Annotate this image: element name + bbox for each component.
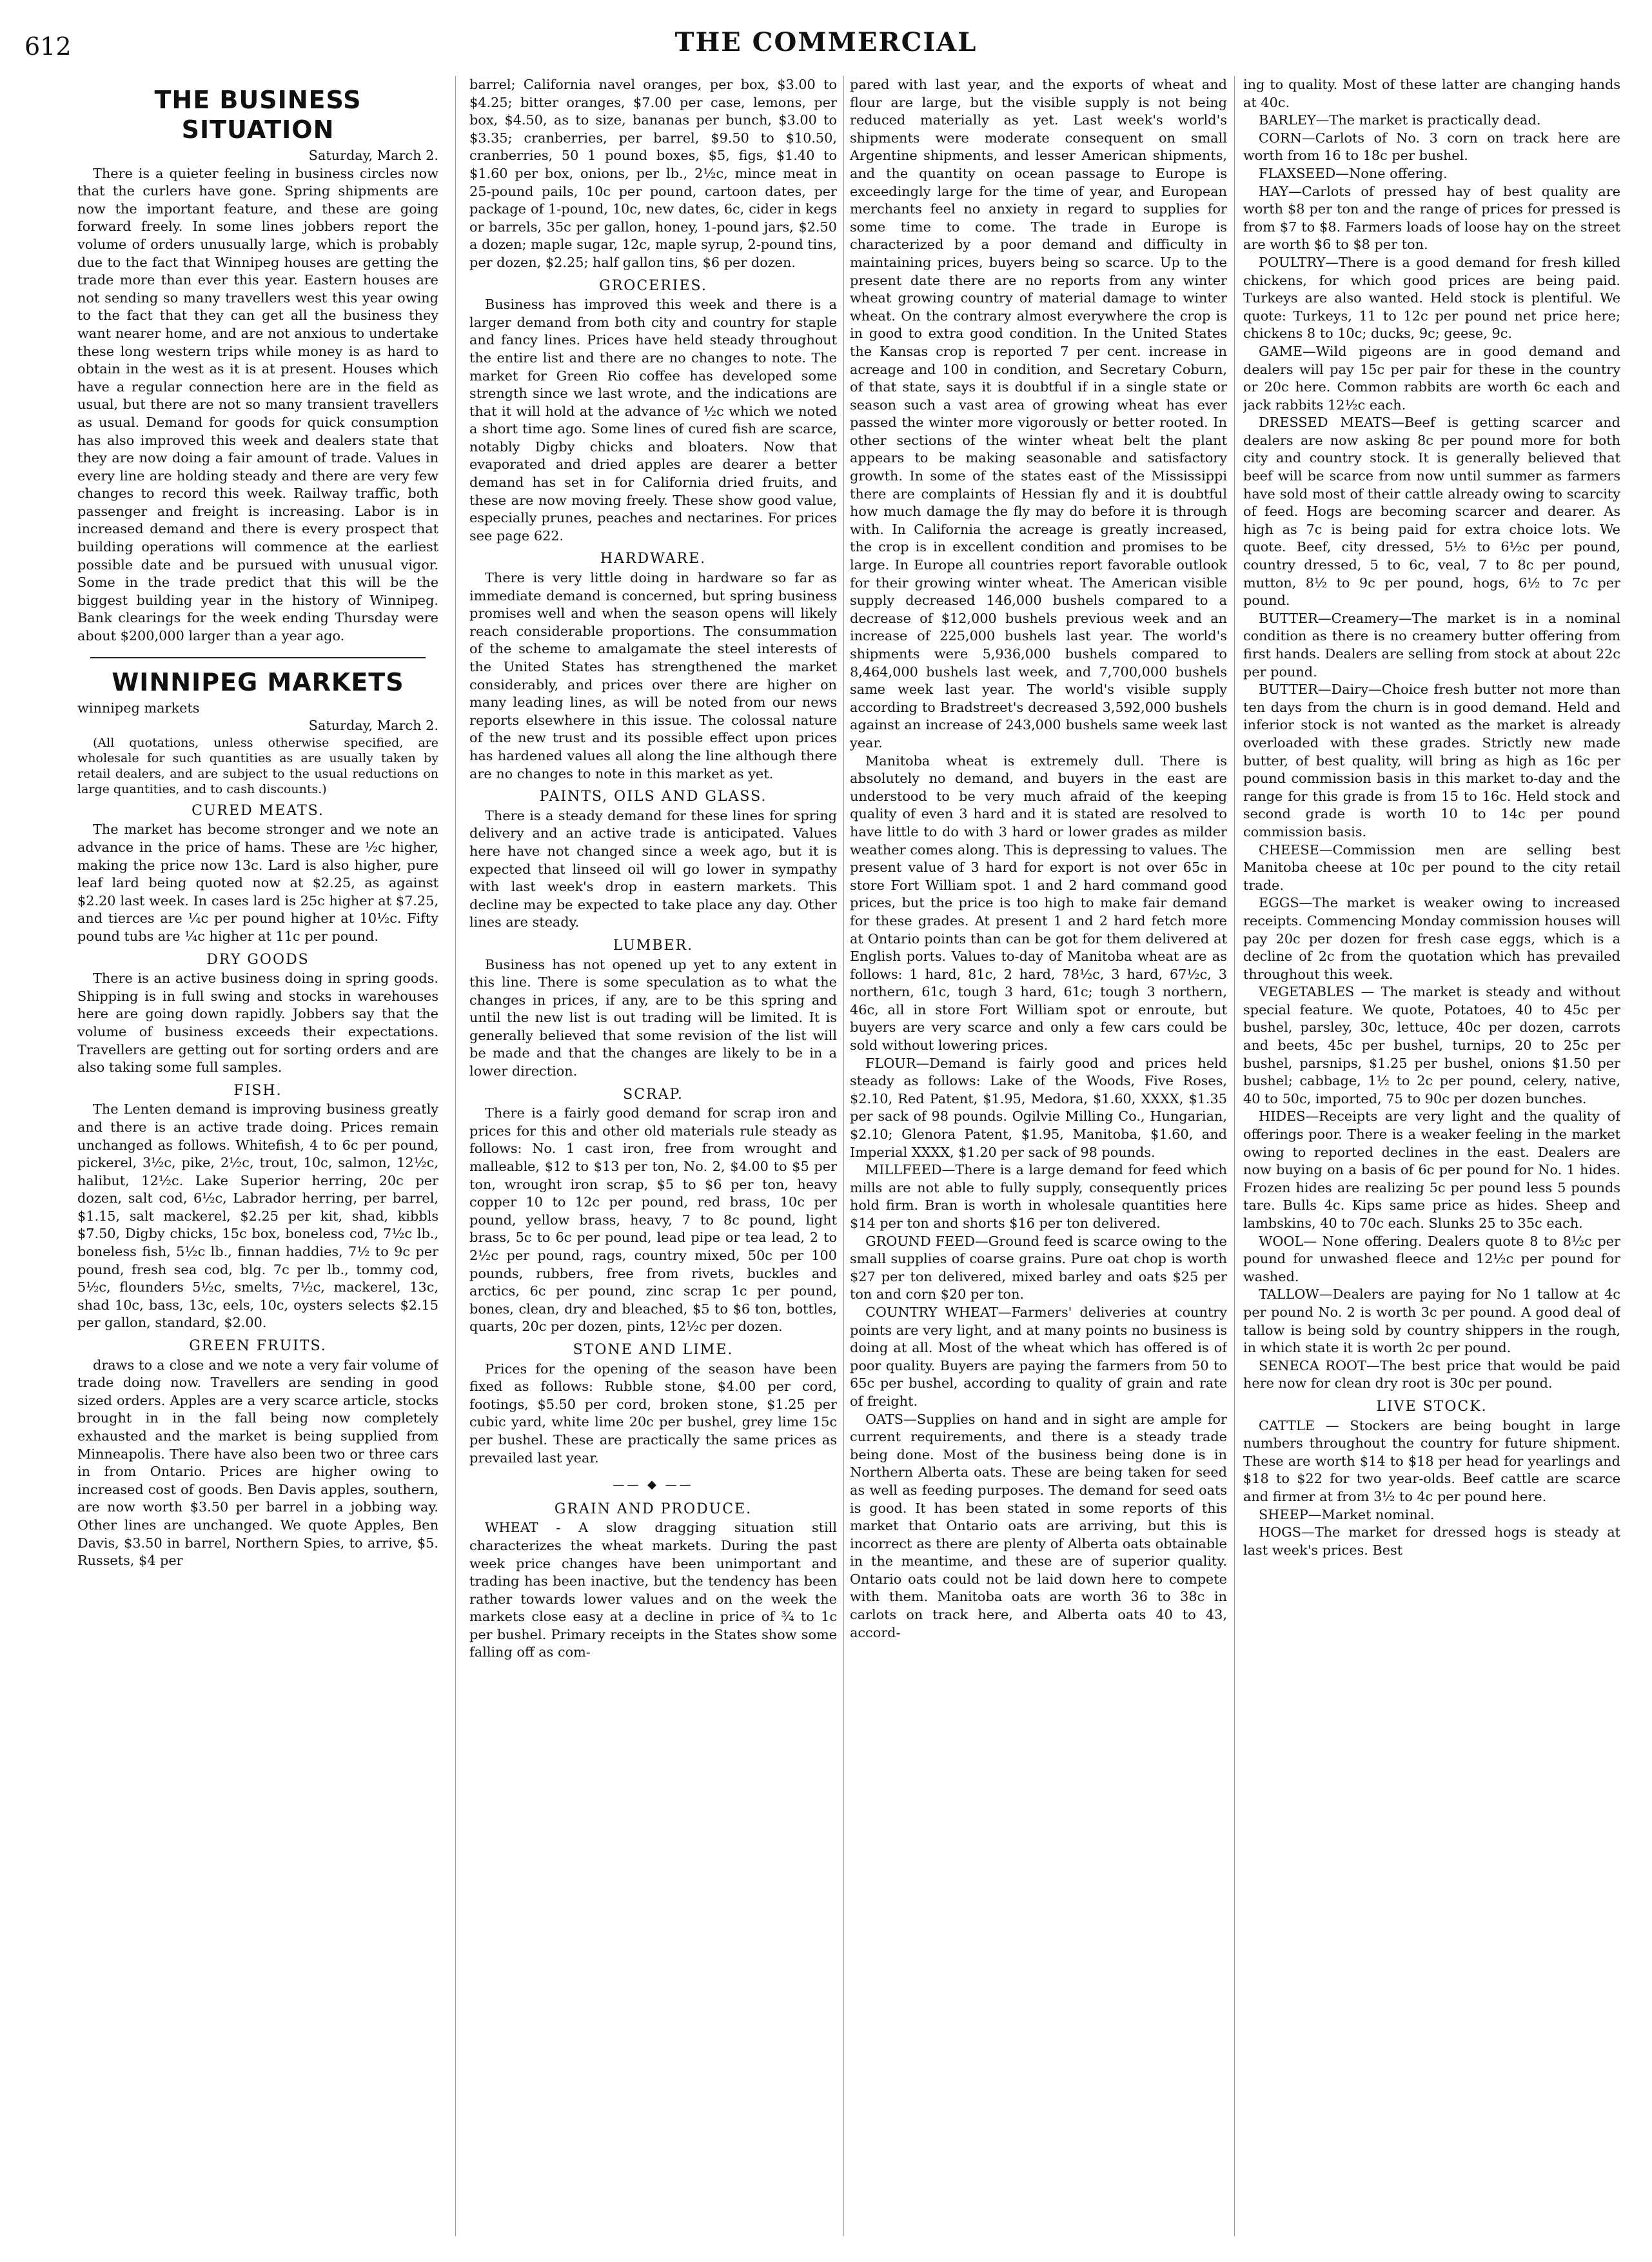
dry-goods-text: There is an active business doing in spring goods. Shipping is in full swing and stocks in warehouses here are going down rapidly. Jobbers say that the volume of business exceeds their expectations. Travellers are getting out for sorting orders and are also taking some full samples. — [77, 970, 438, 1076]
scrap-heading: SCRAP. — [623, 1086, 683, 1103]
lumber-heading: LUMBER. — [613, 937, 694, 954]
business-dateline: Saturday, March 2. — [308, 148, 438, 163]
markets-kicker: winnipeg markets — [77, 700, 200, 716]
hardware-text: There is very little doing in hardware so far as immediate demand is concerned, but spring business promises well and when the season opens will likely reach considerable proportions. The consummation of the scheme to amalgamate the steel interests of the United States has strengthened the market considerably, and prices over there are higher on many leading lines, as will be noted from our news reports elsewhere in this issue. The colossal nature of the new trust and its possible effect upon prices has hardened values all along the line although there are no changes to note in this market as yet. — [469, 570, 837, 782]
page-number: 612 — [25, 32, 72, 61]
column-1 — [77, 76, 438, 2236]
sheep-text: SHEEP—Market nominal. — [1259, 1506, 1435, 1522]
column-rule — [455, 76, 456, 2236]
hay-text: HAY—Carlots of pressed hay of best quality are worth $8 per ton and the range of prices for pressed is from $7 to $8. Farmers loads of loose hay on the street are worth $6 to $8 per ton. — [1243, 183, 1620, 253]
column-2 — [469, 76, 837, 2236]
ground-feed-text: GROUND FEED—Ground feed is scarce owing to the small supplies of coarse grains. Pure oat chop is worth $27 per ton delivered, mixed barley and oats $25 per ton and corn $20 per ton. — [850, 1233, 1227, 1303]
cured-meats-text: The market has become stronger and we note an advance in the price of hams. These are ½c higher, making the price now 13c. Lard is also higher, pure leaf lard being quoted now at $2.25, as against $2.20 last week. In cases lard is 25c higher at $7.25, and tierces are ¼c per pound higher at 10½c. Fifty pound tubs are ¼c higher at 11c per pound. — [77, 821, 438, 944]
column-rule — [843, 76, 844, 2236]
winnipeg-markets-headline: WINNIPEG MARKETS — [112, 667, 404, 696]
cattle-text: CATTLE — Stockers are being bought in large numbers throughout the country for future shipment. These are worth $14 to $18 per head for yearlings and $18 to $22 for two year-olds. Beef cattle are scarce and firmer at from 3½ to 4c per pound here. — [1243, 1417, 1620, 1504]
poultry-text: POULTRY—There is a good demand for fresh killed chickens, for which good prices are being paid. Turkeys are also wanted. Held stock is plentiful. We quote: Turkeys, 11 to 12c per pound net price here; chickens 8 to 10c; ducks, 9c; geese, 9c. — [1243, 254, 1620, 342]
hogs-text: HOGS—The market for dressed hogs is steady at last week's prices. Best — [1243, 1524, 1620, 1558]
millfeed-text: MILLFEED—There is a large demand for feed which mills are not able to fully supply, consequently prices hold firm. Bran is worth in wholesale quantities here $14 per ton and shorts $16 per ton delivered. — [850, 1162, 1227, 1231]
fish-heading: FISH. — [233, 1082, 282, 1099]
butter-dairy-text: BUTTER—Dairy—Choice fresh butter not more than ten days from the churn is in good demand. Held and inferior stock is not wanted as the market is already overloaded with these grades. Strictly new made butter, of best quality, will bring as high as 16c per pound commission basis in this market to-day and the range for this grade is from 15 to 16c. Held stock and second grade is worth 10 to 14c per pound commission basis. — [1243, 682, 1620, 840]
manitoba-wheat-text: Manitoba wheat is extremely dull. There is absolutely no demand, and buyers in the east are understood to be very much afraid of the keeping quality of even 3 hard and it is stated are resolved to have little to do with 3 hard or lower grades as milder weather comes along. This is depressing to values. The present value of 3 hard for export is not over 65c in store Fort William spot. 1 and 2 hard command good prices, but the price is too high to make fair demand for these grades. At present 1 and 2 hard fetch more at Ontario points than can be got for them delivered at English ports. Values to-day of Manitoba wheat are as follows: 1 hard, 81c, 2 hard, 78½c, 3 hard, 67½c, 3 northern, 61c, tough 3 hard, 61c; tough 3 northern, 46c, all in store Fort William spot or enroute, but buyers are very scarce and only a few cars could be sold without lowering prices. — [850, 752, 1227, 1054]
hardware-heading: HARDWARE. — [600, 551, 707, 567]
country-wheat-text: COUNTRY WHEAT—Farmers' deliveries at country points are very light, and at many points no business is doing at all. Most of the wheat which has offered is of poor quality. Buyers are paying the farmers from 50 to 65c per bushel, according to quality of grain and rate of freight. — [850, 1304, 1227, 1409]
tallow-text: TALLOW—Dealers are paying for No 1 tallow at 4c per pound No. 2 is worth 3c per pound. A good deal of tallow is being sold by country shippers in the rough, in which state it is worth 2c per pound. — [1243, 1286, 1620, 1356]
vegetables-text: VEGETABLES — The market is steady and without special feature. We quote, Potatoes, 40 to 45c per bushel, parsley, 30c, lettuce, 40c per dozen, carrots and beets, 45c per bushel, turnips, 20 to 25c per bushel, parsnips, $1.25 per bushel, onions $1.50 per bushel; cabbage, 1½ to 2c per pound, celery, native, 40 to 50c, imported, 75 to 90c per dozen bunches. — [1243, 984, 1620, 1106]
column-4 — [1243, 76, 1620, 2236]
grain-produce-heading: GRAIN AND PRODUCE. — [554, 1500, 752, 1517]
wheat-text: WHEAT - A slow dragging situation still characterizes the wheat markets. During the past week price changes have been unimportant and trading has been inactive, but the tendency has been rather towards lower values and on the week the markets close easy at a decline in price of ¾ to 1c per bushel. Primary receipts in the States show some falling off as com- — [469, 1520, 837, 1660]
flaxseed-text: FLAXSEED—None offering. — [1259, 165, 1448, 181]
cured-meats-heading: CURED MEATS. — [192, 802, 324, 819]
quotation-note: (All quotations, unless otherwise specified, are wholesale for such quantities as are usually taken by retail dealers, and are subject to the usual reductions on large quantities, and to cash discounts.) — [77, 735, 438, 796]
stone-lime-text: Prices for the opening of the season have been fixed as follows: Rubble stone, $4.00 per cord, footings, $5.50 per cord, broken stone, $1.25 per cubic yard, white lime 20c per bushel, grey lime 15c per bushel. These are practically the same prices as prevailed last year. — [469, 1361, 837, 1466]
corn-text: CORN—Carlots of No. 3 corn on track here are worth from 16 to 18c per bushel. — [1243, 130, 1620, 164]
flour-text: FLOUR—Demand is fairly good and prices held steady as follows: Lake of the Woods, Five Roses, $2.10, Red Patent, $1.95, Medora, $1.60, XXXX, $1.35 per sack of 98 pounds. Ogilvie Milling Co., Hungarian, $2.10; Glenora Patent, $1.95, Manitoba, $1.60, and Imperial XXXX, $1.20 per sack of 98 pounds. — [850, 1055, 1227, 1160]
markets-dateline: Saturday, March 2. — [308, 718, 438, 734]
business-situation-article: There is a quieter feeling in business circles now that the curlers have gone. Spring shipments are now the important feature, and these are going forward freely. In some lines jobbers report the volume of orders unusually large, which is probably due to the fact that Winnipeg houses are getting the trade more than ever this year. Eastern houses are not sending so many travellers west this year owing to the fact that they can get all the business they want nearer home, and are not anxious to undertake these long western trips while money is as hard to obtain in the west as it is at present. Houses which have a regular connection here are in the field as usual, but there are not so many transient travellers as usual. Demand for goods for quick consumption has also improved this week and dealers state that they are now doing a fair amount of trade. Values in every line are holding steady and there are very few changes to record this week. Railway traffic, both passenger and freight is increasing. Labor is in increased demand and there is every prospect that building operations will commence at the earliest possible date and be pursued with unusual vigor. Some in the trade predict that this will be the biggest building year in the history of Winnipeg. Bank clearings for the week ending Thursday were about $200,000 larger than a year ago. — [77, 165, 438, 644]
fish-text: The Lenten demand is improving business greatly and there is an active trade doing. Prices remain unchanged as follows. Whitefish, 4 to 6c per pound, pickerel, 3½c, pike, 2½c, trout, 10c, salmon, 12½c, halibut, 12½c. Lake Superior herring, 20c per dozen, salt cod, 6½c, Labrador herring, per barrel, $1.15, salt mackerel, $2.25 per kit, shad, kibbls $7.50, Digby chicks, 15c box, boneless cod, 7½c lb., boneless fish, 5½c lb., finnan haddies, 7½ to 9c per pound, fresh sea cod, blg. 7c per lb., tommy cod, 5½c, flounders 5½c, smelts, 7½c, mackerel, 13c, shad 10c, bass, 13c, eels, 10c, oysters selects $2.15 per gallon, standard, $2.00. — [77, 1101, 438, 1331]
wheat-continued: pared with last year, and the exports of wheat and flour are large, but the visible supply is not being reduced materially as yet. Last week's world's shipments were moderate consequent on small Argentine shipments, and lesser American shipments, and the quantity on ocean passage to Europe is exceedingly large for the time of year, and European merchants feel no anxiety in regard to supplies for some time to come. The trade in Europe is characterized by a poor demand and difficulty in maintaining prices, buyers being so scarce. Up to the present date there are no reports from any winter wheat growing country of material damage to winter wheat. On the contrary almost everywhere the crop is in good to extra good condition. In the United States the Kansas crop is reported 7 per cent. increase in acreage and 100 in condition, and Secretary Coburn, of that state, says it is doubtful if in a single state or season such a vast area of growing wheat has ever passed the winter more vigorously or better rooted. In other sections of the winter wheat belt the plant appears to be making seasonable and satisfactory growth. In some of the states east of the Mississippi there are complaints of Hessian fly and it is doubtful how much damage the fly may do before it is through with. In California the acreage is greatly increased, the crop is in excellent condition and promises to be large. In Europe all countries report favorable outlook for their growing winter wheat. The American visible supply decreased 146,000 bushels compared to a decrease of $12,000 bushels previous week and an increase of 225,000 bushels last year. The world's shipments were 5,936,000 bushels compared to 8,464,000 bushels last week, and 7,700,000 bushels same week last year. The world's visible supply according to Bradstreet's decreased 3,592,000 bushels against an increase of 243,000 bushels same week last year. — [850, 77, 1227, 751]
paints-text: There is a steady demand for these lines for spring delivery and an active trade is anticipated. Values here have not changed since a week ago, but it is expected that linseed oil will go lower in sympathy with last week's drop in eastern markets. This decline may be expected to take place any day. Other lines are steady. — [469, 807, 837, 930]
business-situation-headline: THE BUSINESS SITUATION — [154, 86, 362, 144]
ornamental-divider: —— ◆ —— — [613, 1478, 694, 1492]
green-fruits-heading: GREEN FRUITS. — [189, 1338, 327, 1355]
column-rule — [1234, 76, 1235, 2236]
section-divider — [90, 657, 426, 658]
green-fruits-text: draws to a close and we note a very fair volume of trade doing now. Travellers are sending in good sized orders. Apples are a very scarce article, stocks brought in in the fall being now completely exhausted and the market is being supplied from Minneapolis. There have also been two or three cars in from Ontario. Prices are higher owing to increased cost of goods. Ben Davis apples, southern, are now worth $3.50 per barrel in a jobbing way. Other lines are unchanged. We quote Apples, Ben Davis, $3.50 in barrel, Northern Spies, to arrive, $5. Russets, $4 per — [77, 1357, 438, 1569]
publication-title: THE COMMERCIAL — [674, 27, 978, 57]
green-fruits-continued: barrel; California navel oranges, per box, $3.00 to $4.25; bitter oranges, $7.00 per case, lemons, per box, $4.50, as to size, bananas per bunch, $3.00 to $3.35; cranberries, per barrel, $9.50 to $10.50, cranberries, 50 1 pound boxes, $5, figs, $1.40 to $1.60 per box, onions, per lb., 2½c, mince meat in 25-pound pails, 10c per pound, cartoon dates, per package of 1-pound, 10c, new dates, 6c, cider in kegs or barrels, 35c per gallon, honey, 1-pound jars, $2.50 a dozen; maple sugar, 12c, maple syrup, 2-pound tins, per dozen, $2.25; half gallon tins, $6 per dozen. — [469, 77, 837, 270]
live-stock-heading: LIVE STOCK. — [1376, 1398, 1488, 1415]
column-3 — [850, 76, 1227, 2236]
groceries-heading: GROCERIES. — [599, 277, 707, 294]
game-text: GAME—Wild pigeons are in good demand and dealers will pay 15c per pair for these in the country or 20c here. Common rabbits are worth 6c each and jack rabbits 12½c each. — [1243, 343, 1620, 413]
groceries-text: Business has improved this week and there is a larger demand from both city and country for staple and fancy lines. Prices have held steady throughout the entire list and there are no changes to note. The market for Green Rio coffee has developed some strength since we last wrote, and the indications are that it will hold at the advance of ½c which we noted a short time ago. Some lines of cured fish are scarce, notably Digby chicks and bloaters. Now that evaporated and dried apples are dearer a better demand has set in for California dried fruits, and these are now moving freely. These show good value, especially prunes, peaches and nectarines. For prices see page 622. — [469, 297, 837, 544]
hides-text: HIDES—Receipts are very light and the quality of offerings poor. There is a weaker feeling in the market owing to reported declines in the east. Dealers are now buying on a basis of 6c per pound for No. 1 hides. Frozen hides are realizing 5c per pound less 5 pounds tare. Bulls 4c. Kips same price as hides. Sheep and lambskins, 40 to 70c each. Slunks 25 to 35c each. — [1243, 1108, 1620, 1231]
wool-text: WOOL— None offering. Dealers quote 8 to 8½c per pound for unwashed fleece and 12½c per pound for washed. — [1243, 1233, 1620, 1284]
paints-heading: PAINTS, OILS AND GLASS. — [539, 789, 767, 805]
cheese-text: CHEESE—Commission men are selling best Manitoba cheese at 10c per pound to the city retail trade. — [1243, 841, 1620, 893]
butter-creamery-text: BUTTER—Creamery—The market is in a nominal condition as there is no creamery butter offering from first hands. Dealers are selling from stock at about 22c per pound. — [1243, 610, 1620, 680]
seneca-root-text: SENECA ROOT—The best price that would be paid here now for clean dry root is 30c per pound. — [1243, 1357, 1620, 1392]
oats-continued: ing to quality. Most of these latter are changing hands at 40c. — [1243, 77, 1620, 110]
oats-text: OATS—Supplies on hand and in sight are ample for current requirements, and there is a steady trade being done. Most of the business being done is in Northern Alberta oats. These are being taken for seed as well as feeding purposes. The demand for seed oats is good. It has been stated in some reports of this market that Ontario oats are arriving, but this is incorrect as there are plenty of Alberta oats obtainable in the meantime, and these are of superior quality. Ontario oats could not be laid down here to compete with them. Manitoba oats are worth 36 to 38c in carlots on track here, and Alberta oats 40 to 43, accord- — [850, 1411, 1227, 1640]
dressed-meats-text: DRESSED MEATS—Beef is getting scarcer and dealers are now asking 8c per pound more for both city and country stock. It is generally believed that beef will be scarce from now until summer as farmers have sold most of their cattle already owing to scarcity of feed. Hogs are becoming scarcer and dearer. As high as 7c is being paid for extra choice lots. We quote. Beef, city dressed, 5½ to 6½c per pound, country dressed, 5 to 6c, veal, 7 to 8c per pound, mutton, 8½ to 9c per pound, hogs, 6½ to 7c per pound. — [1243, 415, 1620, 609]
barley-text: BARLEY—The market is practically dead. — [1259, 112, 1541, 128]
stone-lime-heading: STONE AND LIME. — [573, 1341, 734, 1358]
eggs-text: EGGS—The market is weaker owing to increased receipts. Commencing Monday commission houses will pay 20c per dozen for fresh case eggs, which is a decline of 2c from the quotation which has prevailed throughout this week. — [1243, 895, 1620, 982]
scrap-text: There is a fairly good demand for scrap iron and prices for this and other old materials rule steady as follows: No. 1 cast iron, free from wrought and malleable, $12 to $13 per ton, No. 2, $4.00 to $5 per ton, wrought iron scrap, $5 to $6 per ton, heavy copper 10 to 12c per pound, red brass, 10c per pound, yellow brass, heavy, 7 to 8c pound, light brass, 5c to 6c per pound, lead pipe or tea lead, 2 to 2½c per pound, rags, country mixed, 50c per 100 pounds, rubbers, free from rivets, buckles and arctics, 6c per pound, zinc scrap 1c per pound, bones, clean, dry and bleached, $5 to $6 ton, bottles, quarts, 20c per dozen, pints, 12½c per dozen. — [469, 1105, 837, 1335]
dry-goods-heading: DRY GOODS — [206, 951, 310, 968]
lumber-text: Business has not opened up yet to any extent in this line. There is some speculation as to what the changes in prices, if any, are to be this spring and until the new list is out trading will be limited. It is generally believed that some revision of the list will be made and that the changes are likely to be in a lower direction. — [469, 956, 837, 1079]
